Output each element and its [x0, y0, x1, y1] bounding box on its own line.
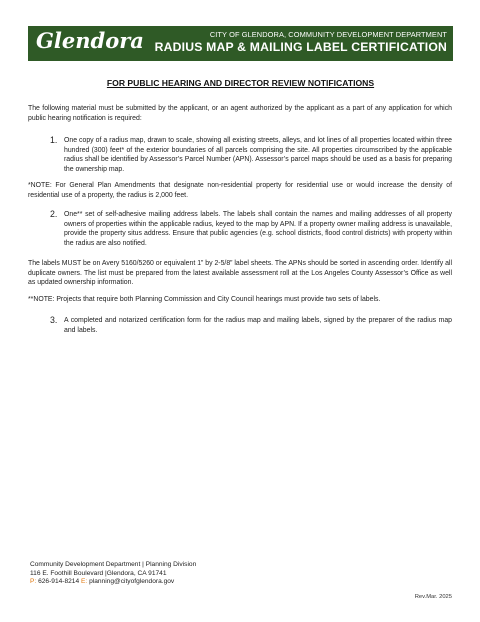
footer-contact-line — [30, 578, 196, 587]
header-banner — [28, 26, 453, 61]
intro-paragraph: The following material must be submitted by the applicant, or an agent authorized by the applicant as a part of any application for which public hearing notification is required: — [28, 105, 452, 122]
item-number: 3. — [50, 315, 58, 325]
labels-paragraph: The labels MUST be on Avery 5160/5260 or equivalent 1” by 2-5/8” label sheets. The APNs should be sorted in ascending order. Identify all duplicate owners. The list must be prepared from the latest available assessment roll at the Los Angeles County Assessor’s Office as well as updated ownership information. — [28, 260, 452, 287]
email-address: planning@cityofglendora.gov — [89, 578, 175, 586]
item-text: One** set of self-adhesive mailing address labels. The labels shall contain the names and mailing addresses of all property owners of properties within the applicable radius, keyed to the map by APN. If a property owner mailing address is unavailable, provide the property situs address. Ensure that public agencies (e.g. school districts, flood control districts) with property within the radius are also notified. — [64, 211, 452, 247]
footer-division: Community Development Department | Planning Division — [30, 561, 197, 568]
note-two-sets: **NOTE: Projects that require both Planning Commission and City Council hearings must provide two sets of labels. — [28, 296, 381, 303]
glendora-logo: Glendora — [36, 28, 144, 53]
document-title: RADIUS MAP & MAILING LABEL CERTIFICATION — [154, 40, 447, 54]
footer-address: 116 E. Foothill Boulevard |Glendora, CA 91741 — [30, 569, 167, 577]
email-label: E: — [81, 578, 88, 586]
footer-contact — [30, 561, 196, 587]
phone-label: P: — [30, 578, 37, 586]
item-text: A completed and notarized certification form for the radius map and mailing labels, signed by the preparer of the radius map and labels. — [64, 317, 452, 334]
item-number: 1. — [50, 135, 58, 145]
department-name: CITY OF GLENDORA, COMMUNITY DEVELOPMENT DEPARTMENT — [209, 30, 447, 39]
note-general-plan: *NOTE: For General Plan Amendments that designate non-residential property for residential use or would increase the density of residential use of a property, the radius is 2,000 feet. — [28, 182, 452, 199]
revision-date: Rev.Mar. 2025 — [414, 594, 452, 600]
item-text: One copy of a radius map, drawn to scale, showing all existing streets, alleys, and lot lines of all properties located within three hundred (300) feet* of the exterior boundaries of all parcels comprising the site. All properties circumscribed by the applicable radius shall be identified by Assessor’s Parcel Number (APN). Assessor’s parcel maps should be used as a basis for preparing the ownership map. — [64, 137, 452, 173]
item-number: 2. — [50, 209, 58, 219]
phone-number: 626-914-8214 — [38, 578, 80, 586]
subheading: FOR PUBLIC HEARING AND DIRECTOR REVIEW NOTIFICATIONS — [106, 78, 375, 88]
